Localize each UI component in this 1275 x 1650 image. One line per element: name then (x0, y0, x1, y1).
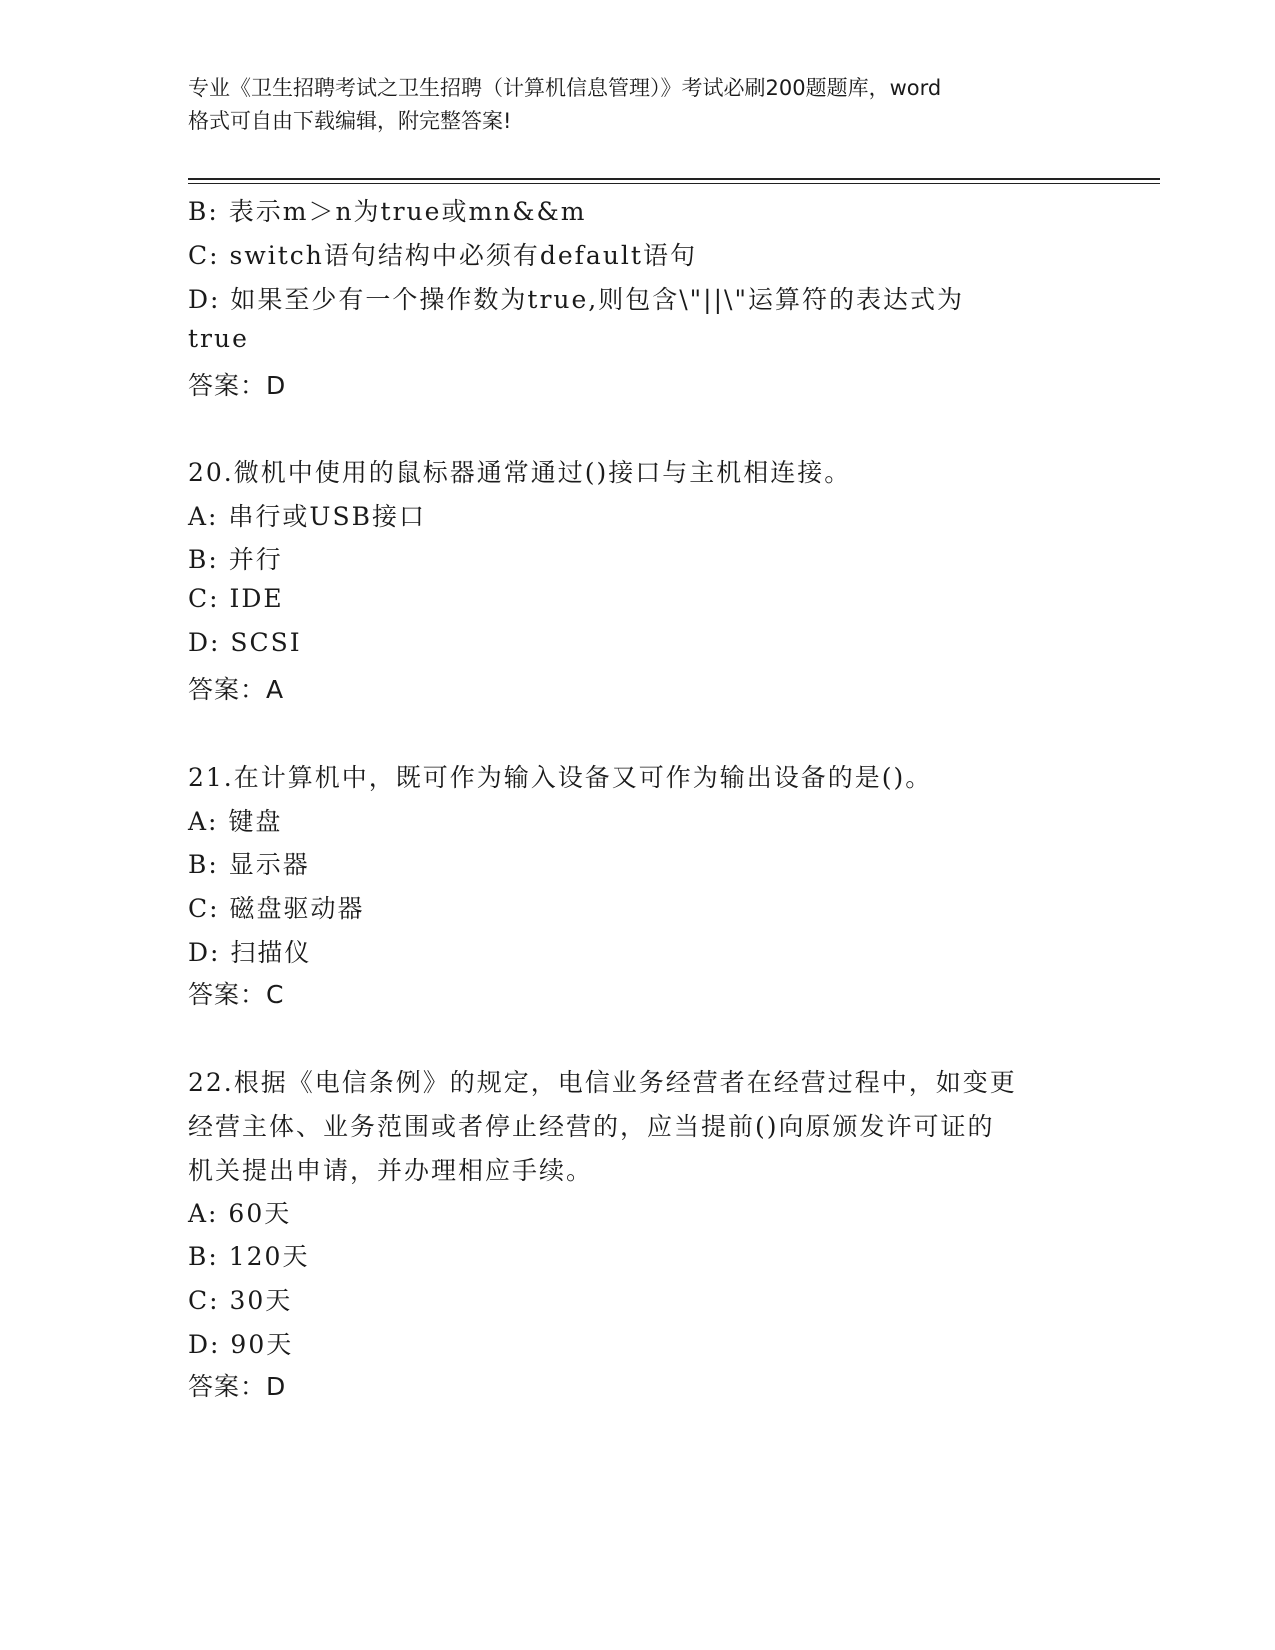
q20-option-a: A: 串行或USB接口 (188, 502, 426, 531)
q19-option-c: C: switch语句结构中必须有default语句 (188, 241, 697, 270)
header-line-1: 专业《卫生招聘考试之卫生招聘（计算机信息管理）》考试必刷200题题库，word (188, 76, 942, 100)
q21-answer: 答案：C (188, 980, 285, 1009)
q22-option-a: A: 60天 (188, 1199, 292, 1228)
q21-option-d: D: 扫描仪 (188, 938, 312, 967)
q20-option-d: D: SCSI (188, 628, 302, 657)
q21-question: 21.在计算机中，既可作为输入设备又可作为输出设备的是()。 (188, 763, 933, 792)
q20-question: 20.微机中使用的鼠标器通常通过()接口与主机相连接。 (188, 458, 852, 487)
q19-option-b: B: 表示m＞n为true或mn&&m (188, 197, 587, 226)
q19-option-d: D: 如果至少有一个操作数为true,则包含\"||\"运算符的表达式为 (188, 285, 964, 314)
q21-option-b: B: 显示器 (188, 850, 310, 879)
header-line-2: 格式可自由下载编辑，附完整答案! (188, 109, 512, 133)
q22-option-d: D: 90天 (188, 1330, 294, 1359)
q22-question-line-3: 机关提出申请，并办理相应手续。 (188, 1156, 594, 1185)
header-rule-thin (188, 183, 1160, 184)
q22-question-line-2: 经营主体、业务范围或者停止经营的，应当提前()向原颁发许可证的 (188, 1112, 995, 1141)
q22-answer: 答案：D (188, 1372, 287, 1401)
q22-option-b: B: 120天 (188, 1242, 310, 1271)
q20-option-c: C: IDE (188, 584, 284, 613)
q22-question-line-1: 22.根据《电信条例》的规定，电信业务经营者在经营过程中，如变更 (188, 1068, 1017, 1097)
header-rule-thick (188, 178, 1160, 180)
q19-answer: 答案：D (188, 371, 287, 400)
q20-option-b: B: 并行 (188, 545, 283, 574)
document-header (188, 72, 1088, 138)
q19-option-d-cont: true (188, 324, 249, 353)
q20-answer: 答案：A (188, 675, 285, 704)
q21-option-a: A: 键盘 (188, 807, 283, 836)
q22-option-c: C: 30天 (188, 1286, 293, 1315)
q21-option-c: C: 磁盘驱动器 (188, 894, 365, 923)
